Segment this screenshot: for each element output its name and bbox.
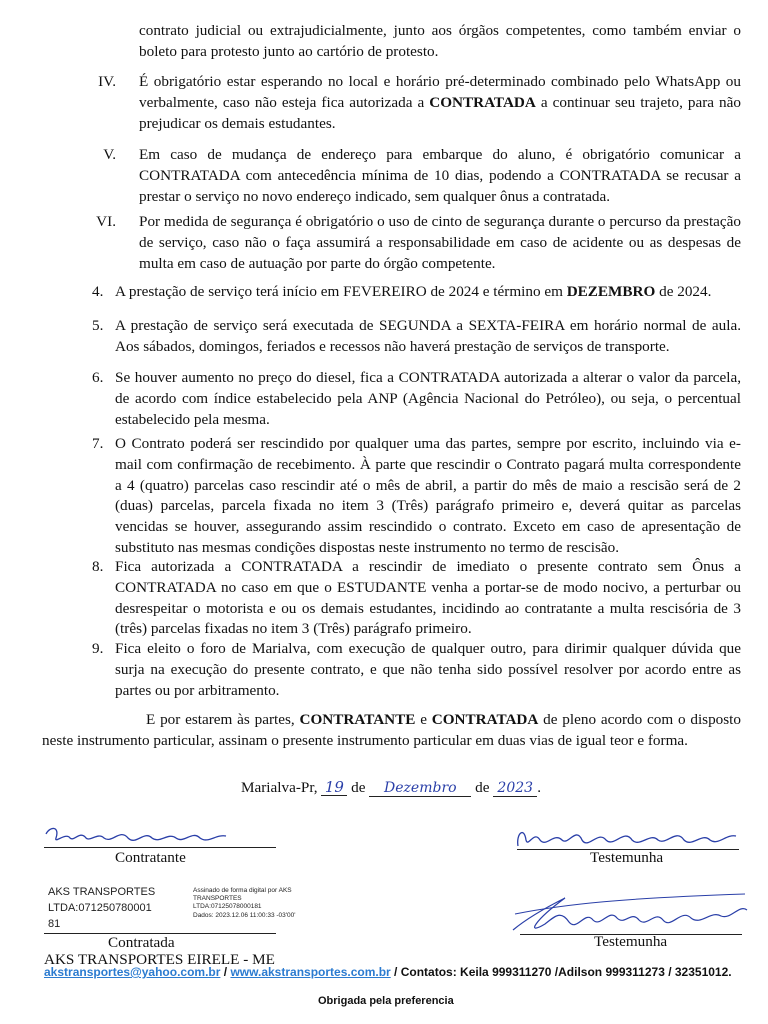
contratante-signature [40, 820, 240, 850]
testemunha-2-label: Testemunha [594, 933, 668, 950]
roman-item-text: É obrigatório estar esperando no local e horário pré-determinado combinado pelo WhatsApp ou verbalmente, caso não esteja fica autorizada a CONTRATADA a continuar seu trajeto, para não prejudicar os demais estudantes. [139, 73, 741, 132]
clause-text: Fica autorizada a CONTRATADA a rescindir de imediato o presente contrato sem Ônus a CONTRATADA no caso em que o ESTUDANTE venha a portar-se de modo nocivo, a perturbar ou desrespeitar o motorista e ou os demais estudantes, incidindo ao contratante a multa rescisória de 3 (três) parcelas fixadas no item 3 (Três) parágrafo primeiro. [115, 558, 741, 638]
closing-paragraph: E por estarem às partes, CONTRATANTE e CONTRATADA de pleno acordo com o disposto neste instrumento particular, assinam o presente instrumento particular em duas vias de igual teor e forma. [42, 711, 741, 749]
contratante-label: Contratante [115, 849, 186, 866]
clause-marker: 9. [92, 640, 104, 657]
clause-marker: 8. [92, 558, 104, 575]
date-de-1: de [351, 779, 366, 796]
website-link[interactable]: www.akstransportes.com.br [230, 965, 391, 979]
digital-signature-info: Assinado de forma digital por AKS TRANSPORTES LTDA:07125078000181 Dados: 2023.12.06 11:00:33 -03'00' [193, 887, 296, 919]
testemunha-1-label: Testemunha [590, 849, 664, 866]
clause-marker: 5. [92, 317, 104, 334]
clause-text: A prestação de serviço terá início em FEVEREIRO de 2024 e término em DEZEMBRO de 2024. [115, 283, 712, 300]
roman-item-marker: IV. [98, 73, 116, 90]
clause-text: A prestação de serviço será executada de SEGUNDA a SEXTA-FEIRA em horário normal de aula. Aos sábados, domingos, feriados e recessos não haverá prestação de serviços de transporte. [115, 317, 741, 355]
date-city: Marialva-Pr, [241, 779, 318, 796]
clause-text: O Contrato poderá ser rescindido por qualquer uma das partes, sempre por escrito, incluindo via e-mail com confirmação de recebimento. À parte que rescindir o Contrato pagará multa correspondente a 4 (quatro) parcelas caso rescindir até o mês de abril, a partir do mês de maio a rescisão será de 2 (duas) parcelas, parcela fixada no item 3 (Três) parágrafo primeiro e, deverá quitar as parcelas vencidas se houver, assegurando assim rescindido o contrato. Exceto em caso de apresentação de substituto nas mesmas condições dispostas neste instrumento no termo de rescisão. [115, 435, 741, 556]
clause-marker: 6. [92, 369, 104, 386]
date-month: Dezembro [369, 780, 471, 797]
roman-item-marker: VI. [96, 213, 116, 230]
paragraph-continued: contrato judicial ou extrajudicialmente, junto aos órgãos competentes, como também enviar o boleto para protesto junto ao cartório de protesto. [139, 22, 741, 60]
footer-contacts: akstransportes@yahoo.com.br / www.akstransportes.com.br / Contatos: Keila 999311270 /Adilson 999311273 / 32351012. [44, 965, 732, 979]
roman-item-text: Em caso de mudança de endereço para embarque do aluno, é obrigatório comunicar a CONTRATADA com antecedência mínima de 10 dias, podendo a CONTRATADA se recusar a prestar o serviço no novo endereço indicado, sem qualquer ônus a contratada. [139, 146, 741, 205]
contratada-label: Contratada [108, 934, 175, 951]
roman-item-marker: V. [103, 146, 116, 163]
company-name: AKS TRANSPORTES EIRELE - ME [44, 951, 275, 968]
clause-text: Fica eleito o foro de Marialva, com execução de qualquer outro, para dirimir qualquer dúvida que surja na execução do presente contrato, e que não tenha sido possível resolver por acordo entre as partes ou por arbitramento. [115, 640, 741, 699]
date-year: 2023 [493, 780, 537, 797]
date-line: Marialva-Pr, 19 de Dezembro de 2023 . [241, 778, 542, 796]
clause-marker: 7. [92, 435, 104, 452]
roman-item-text: Por medida de segurança é obrigatório o uso de cinto de segurança durante o percurso da prestação de serviço, caso não o faça assumirá a responsabilidade em caso de acidente ou as despesas de multa em caso de autuação por parte do órgão competente. [139, 213, 741, 272]
email-link[interactable]: akstransportes@yahoo.com.br [44, 965, 221, 979]
footer-thanks: Obrigada pela preferencia [318, 995, 454, 1007]
clause-text: Se houver aumento no preço do diesel, fica a CONTRATADA autorizada a alterar o valor da parcela, de acordo com índice estabelecido pela ANP (Agência Nacional do Petróleo), ou seja, o percentual estabelecido pela mesma. [115, 369, 741, 428]
date-de-2: de [475, 779, 490, 796]
clause-marker: 4. [92, 283, 104, 300]
testemunha-2-signature [505, 880, 755, 940]
digital-signer-name: AKS TRANSPORTES LTDA:071250780001 81 [48, 886, 156, 930]
date-day: 19 [321, 779, 347, 796]
